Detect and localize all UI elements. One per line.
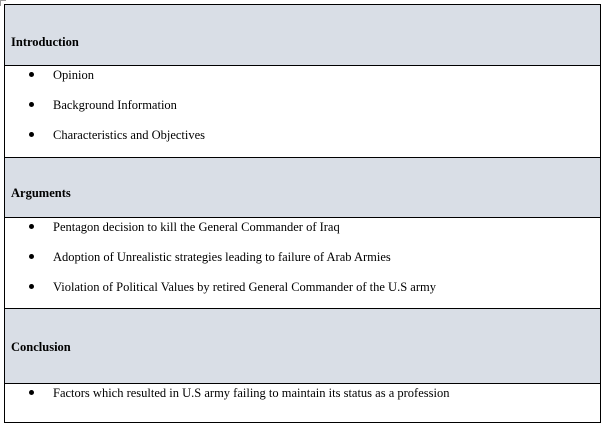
section-body-arguments bbox=[5, 218, 600, 309]
bullet-icon bbox=[29, 254, 34, 259]
list-item-text: Pentagon decision to kill the General Commander of Iraq bbox=[53, 220, 340, 234]
list-item-text: Opinion bbox=[53, 68, 94, 82]
section-heading: Arguments bbox=[11, 186, 71, 200]
bullet-icon bbox=[29, 72, 34, 77]
list-item-text: Factors which resulted in U.S army failing to maintain its status as a profession bbox=[53, 386, 450, 400]
bullet-icon bbox=[29, 390, 34, 395]
bullet-icon bbox=[29, 132, 34, 137]
bullet-icon bbox=[29, 102, 34, 107]
section-header-introduction bbox=[5, 5, 600, 66]
list-item-text: Violation of Political Values by retired General Commander of the U.S army bbox=[53, 280, 436, 294]
section-body-introduction bbox=[5, 66, 600, 158]
list-item-text: Characteristics and Objectives bbox=[53, 128, 206, 142]
section-header-conclusion bbox=[5, 309, 600, 384]
outline-table bbox=[4, 4, 601, 423]
bullet-icon bbox=[29, 284, 34, 289]
section-heading: Conclusion bbox=[11, 340, 71, 354]
bullet-icon bbox=[29, 224, 34, 229]
section-heading: Introduction bbox=[11, 35, 79, 49]
list-item-text: Adoption of Unrealistic strategies leading to failure of Arab Armies bbox=[53, 250, 391, 264]
list-item-text: Background Information bbox=[53, 98, 177, 112]
section-body-conclusion bbox=[5, 384, 600, 422]
section-header-arguments bbox=[5, 158, 600, 218]
